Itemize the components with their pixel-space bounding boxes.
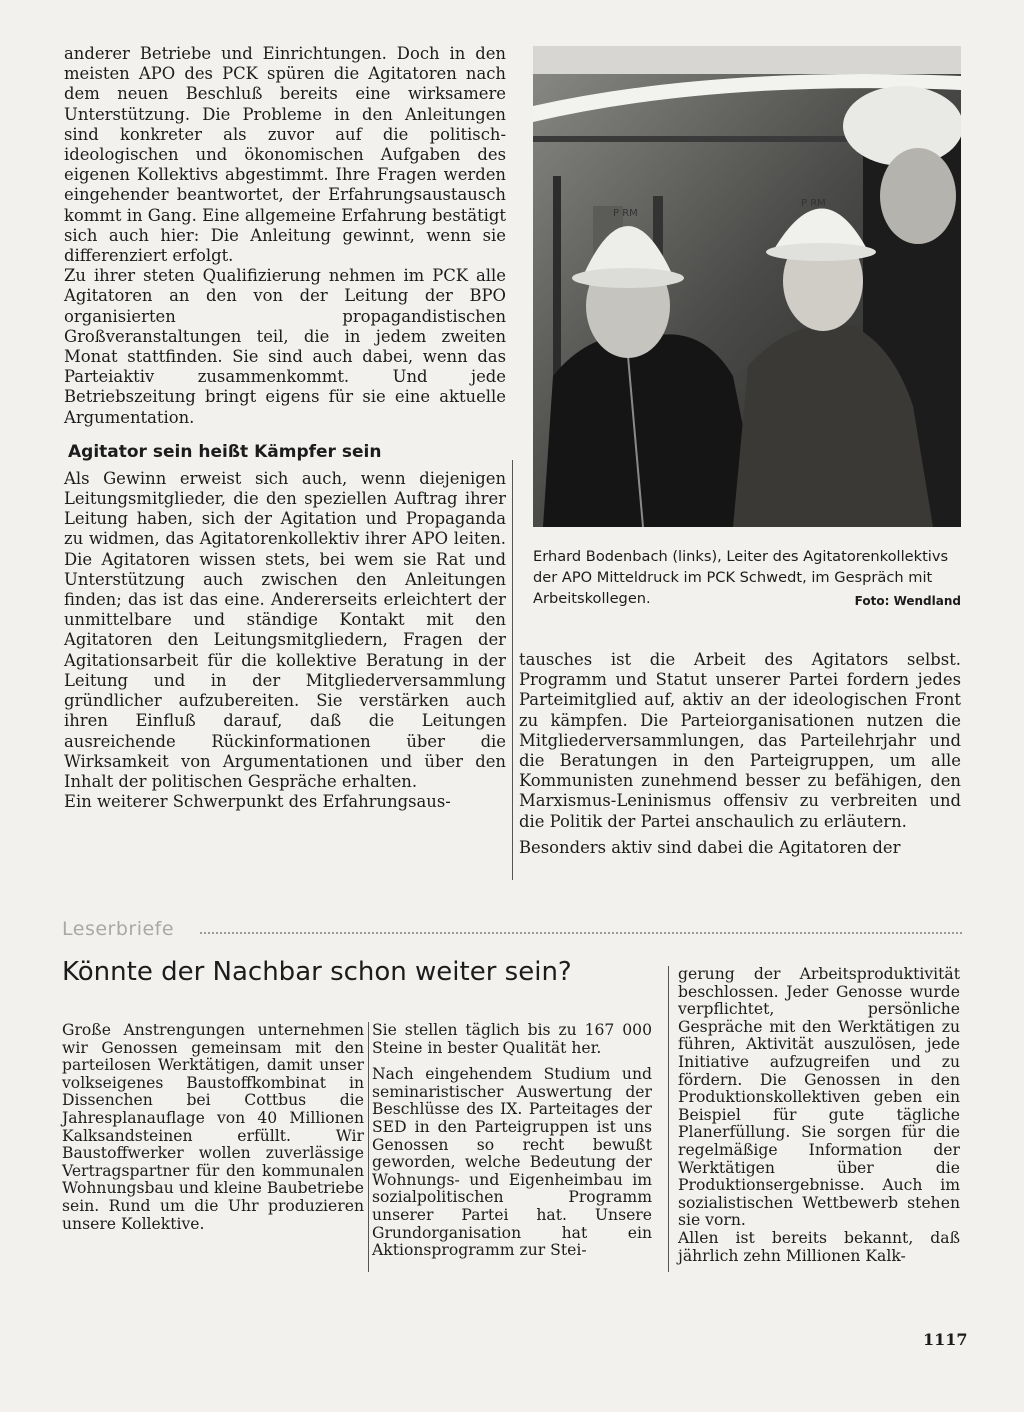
column-divider — [512, 460, 513, 880]
photo-illustration — [533, 46, 961, 527]
letter-column-1 — [62, 1022, 364, 1233]
section-label: Leserbriefe — [62, 918, 175, 940]
letter-headline: Könnte der Nachbar schon weiter sein? — [62, 957, 572, 987]
paragraph: anderer Betriebe und Einrichtungen. Doch in den meisten APO des PCK spüren die Agitatoren nach dem neuen Beschluß bereits eine wirksamere Unterstützung. Die Probleme in den Anleitungen sind konkreter als zuvor auf die politisch-ideologischen und ökonomischen Aufgaben des eigenen Kollektivs abgestimmt. Ihre Fragen werden eingehender beantwortet, der Erfahrungsaustausch kommt in Gang. Eine allgemeine Erfahrung bestätigt sich auch hier: Die Anleitung gewinnt, wenn sie differenziert erfolgt. — [64, 44, 506, 266]
letter-column-2 — [372, 1022, 652, 1260]
letter-column-3 — [678, 966, 960, 1265]
paragraph: Große Anstrengungen unternehmen wir Genossen gemeinsam mit den parteilosen Werktätigen, damit unser volkseigenes Baustoffkombinat in Dissenchen bei Cottbus die Jahresplanauflage von 40 Millionen Kalksandsteinen erfüllt. Wir Baustoffwerker wollen zuverlässige Vertragspartner für den kommunalen Wohnungsbau und kleine Baubetriebe sein. Rund um die Uhr produzieren unsere Kollektive. — [62, 1021, 364, 1233]
article-subheading: Agitator sein heißt Kämpfer sein — [68, 441, 382, 462]
paragraph: tausches ist die Arbeit des Agitators selbst. Programm und Statut unserer Partei fordern jedes Parteimitglied auf, aktiv an der ideologischen Front zu kämpfen. Die Parteiorganisationen nutzen die Mitgliederversammlungen, das Parteilehrjahr und die Beratungen in den Parteigruppen, um alle Kommunisten zunehmend besser zu befähigen, den Marxismus-Leninismus offensiv zu verbreiten und die Politik der Partei anschaulich zu erläutern. — [519, 650, 961, 831]
caption-text: Erhard Bodenbach (links), Leiter des Agitatorenkollektivs der APO Mitteldruck im PCK Schwedt, im Gespräch mit Arbeitskollegen. — [533, 548, 949, 607]
paragraph: Ein weiterer Schwerpunkt des Erfahrungsaus- — [64, 792, 451, 812]
column-divider — [668, 966, 669, 1272]
helmet-marking: P RM — [613, 208, 638, 219]
photo-caption — [533, 546, 961, 612]
paragraph: gerung der Arbeitsproduktivität beschlossen. Jeder Genosse wurde verpflichtet, persönliche Gespräche mit den Werktätigen zu führen, Aktivität auszulösen, jede Initiative aufzugreifen und zu fördern. Die Genossen in den Produktionskollektiven geben ein Beispiel für gute tägliche Planerfüllung. Sie sorgen für die regelmäßige Information der Werktätigen über die Produktionsergebnisse. Auch im sozialistischen Wettbewerb stehen sie vorn. — [678, 965, 960, 1230]
helmet-marking: P RM — [801, 198, 826, 209]
paragraph: Zu ihrer steten Qualifizierung nehmen im PCK alle Agitatoren an den von der Leitung der BPO organisierten propagandistischen Großveranstaltungen teil, die in jedem zweiten Monat stattfinden. Sie sind auch dabei, wenn das Parteiaktiv zusammenkommt. Und jede Betriebszeitung bringt eigens für sie eine aktuelle Argumentation. — [64, 266, 506, 427]
article-left-column — [64, 44, 506, 812]
paragraph: Allen ist bereits bekannt, daß jährlich zehn Millionen Kalk- — [678, 1228, 960, 1265]
photo-two-workers — [533, 46, 961, 527]
paragraph: Besonders aktiv sind dabei die Agitatoren der — [519, 837, 901, 857]
paragraph: Nach eingehendem Studium und seminaristischer Auswertung der Beschlüsse des IX. Parteitages der SED in den Parteigruppen ist uns Genossen so recht bewußt geworden, welche Bedeutung der Wohnungs- und Eigenheimbau im sozialpolitischen Programm unserer Partei hat. Unsere Grundorganisation hat ein Aktionsprogramm zur Stei- — [372, 1065, 652, 1260]
article-right-column — [519, 650, 961, 858]
photo-credit: Foto: Wendland — [854, 594, 961, 608]
column-divider — [368, 1022, 369, 1272]
section-divider — [200, 932, 962, 938]
paragraph: Sie stellen täglich bis zu 167 000 Steine in bester Qualität her. — [372, 1021, 652, 1057]
page-number: 1117 — [923, 1330, 968, 1349]
paragraph: Als Gewinn erweist sich auch, wenn diejenigen Leitungsmitglieder, die den speziellen Auftrag ihrer Leitung haben, sich der Agitation und Propaganda zu widmen, das Agitatorenkollektiv ihrer APO leiten. Die Agitatoren wissen stets, bei wem sie Rat und Unterstützung auch zwischen den Anleitungen finden; das ist das eine. Andererseits erleichtert der unmittelbare und ständige Kontakt mit den Agitatoren den Leitungsmitgliedern, Fragen der Agitationsarbeit für die kollektive Beratung in der Leitung und in der Mitgliederversammlung gründlicher aufzubereiten. Sie verstärken auch ihren Einfluß darauf, daß die Leitungen ausreichende Rückinformationen über die Wirksamkeit von Argumentationen und über den Inhalt der politischen Gespräche erhalten. — [64, 468, 506, 791]
